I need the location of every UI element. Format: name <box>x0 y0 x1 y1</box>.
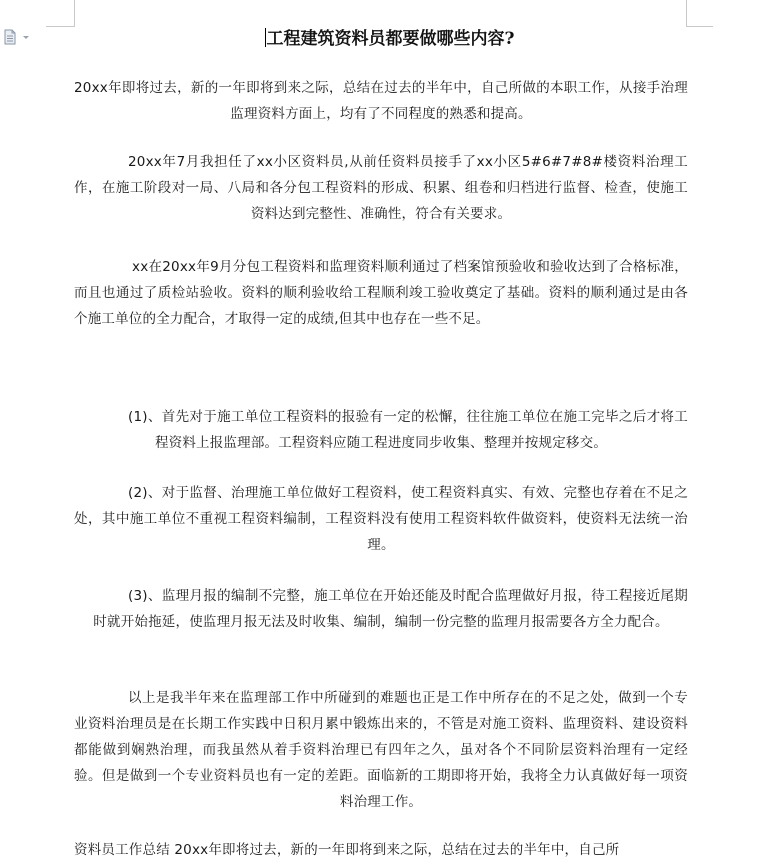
paragraph-issue-2: (2)、对于监督、治理施工单位做好工程资料，使工程资料真实、有效、完整也存着在不足之处，其中施工单位不重视工程资料编制，工程资料没有使用工程资料软件做资料，使资料无法统一治理。 <box>74 485 688 553</box>
paragraph-issue-3: (3)、监理月报的编制不完整，施工单位在开始还能及时配合监理做好月报，待工程接近尾期时就开始拖延，使监理月报无法及时收集、编制，编制一份完整的监理月报需要各方全力配合。 <box>93 588 688 630</box>
document-title-text: 工程建筑资料员都要做哪些内容? <box>266 29 515 49</box>
document-title <box>0 28 779 50</box>
page-corner-mark-top-left <box>46 0 75 27</box>
text-cursor <box>265 28 266 47</box>
paragraph-acceptance: xx在20xx年9月分包工程资料和监理资料顺利通过了档案馆预验收和验收达到了合格标准，而且也通过了质检站验收。资料的顺利验收给工程顺利竣工验收奠定了基础。资料的顺利通过是由各个施工单位的全力配合，才取得一定的成绩,但其中也存在一些不足。 <box>74 259 688 327</box>
paragraph-intro: 20xx年即将过去，新的一年即将到来之际，总结在过去的半年中，自己所做的本职工作，从接手治理监理资料方面上，均有了不同程度的熟悉和提高。 <box>74 80 688 122</box>
paragraph-summary-start: 资料员工作总结 20xx年即将过去，新的一年即将到来之际，总结在过去的半年中，自己所 <box>74 842 620 858</box>
paragraph-responsibility: 20xx年7月我担任了xx小区资料员,从前任资料员接手了xx小区5#6#7#8#楼资料治理工作，在施工阶段对一局、八局和各分包工程资料的形成、积累、组卷和归档进行监督、检查，使施工资料达到完整性、准确性，符合有关要求。 <box>74 154 688 222</box>
page-corner-mark-top-right <box>686 0 713 27</box>
paragraph-conclusion: 以上是我半年来在监理部工作中所碰到的难题也正是工作中所存在的不足之处，做到一个专业资料治理员是在长期工作实践中日积月累中锻炼出来的，不管是对施工资料、监理资料、建设资料都能做到娴熟治理，而我虽然从着手资料治理已有四年之久，虽对各个不同阶层资料治理有一定经验。但是做到一个专业资料员也有一定的差距。面临新的工期即将开始，我将全力认真做好每一项资料治理工作。 <box>74 690 688 810</box>
paragraph-issue-1: (1)、首先对于施工单位工程资料的报验有一定的松懈，往往施工单位在施工完毕之后才将工程资料上报监理部。工程资料应随工程进度同步收集、整理并按规定移交。 <box>128 409 688 451</box>
